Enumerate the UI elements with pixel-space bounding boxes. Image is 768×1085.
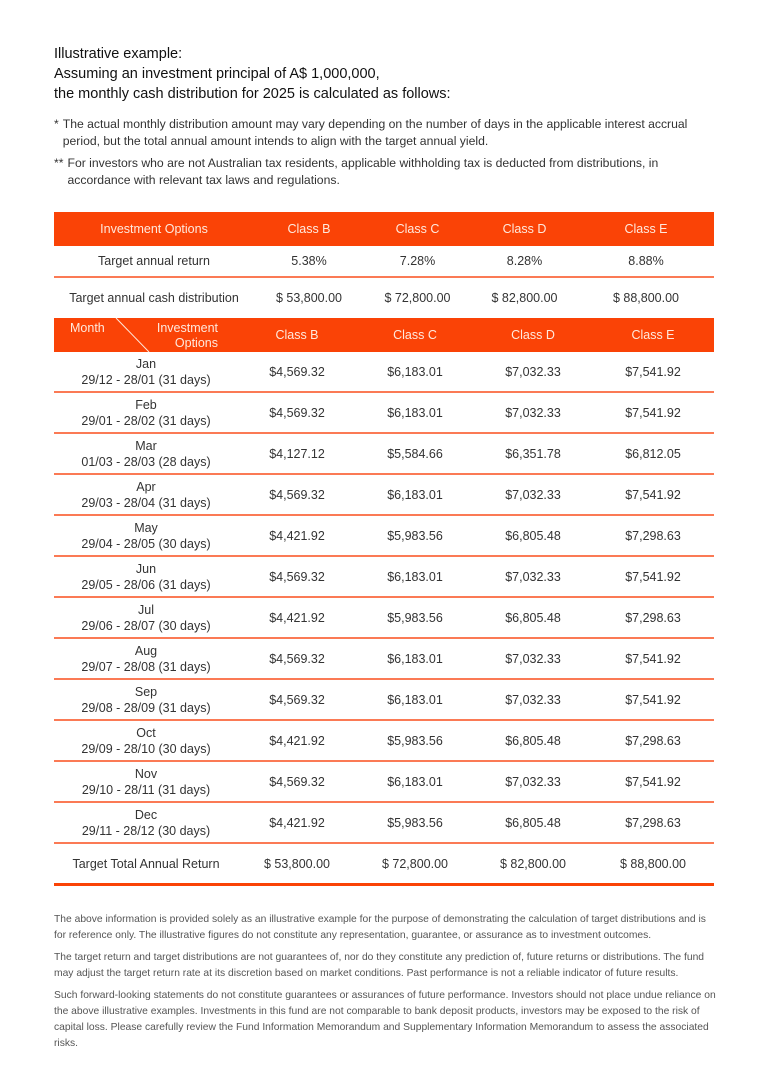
header-class-b: Class B bbox=[238, 318, 356, 352]
month-period: 29/06 - 28/07 (30 days) bbox=[81, 618, 211, 633]
month-row bbox=[54, 515, 714, 556]
header-class-e: Class E bbox=[592, 318, 714, 352]
month-period: 29/04 - 28/05 (30 days) bbox=[81, 536, 211, 551]
cell-class-e: $7,541.92 bbox=[592, 392, 714, 433]
month-name: Feb bbox=[135, 397, 157, 412]
month-row bbox=[54, 474, 714, 515]
cell-class-c: $5,584.66 bbox=[356, 433, 474, 474]
total-class-c: $ 72,800.00 bbox=[356, 843, 474, 885]
month-name: Jan bbox=[135, 356, 157, 371]
disclaimer-paragraph: The above information is provided solely as an illustrative example for the purpose of demonstrating the calculation of target distributions and is for reference only. The illustrative figures do not constitute any representation, guarantee, or assurance as to investment outcomes. bbox=[54, 914, 706, 941]
month-name: May bbox=[134, 520, 158, 535]
month-name: Jul bbox=[138, 602, 154, 617]
month-period: 29/10 - 28/11 (31 days) bbox=[81, 782, 211, 797]
cell-class-d: $7,032.33 bbox=[474, 761, 592, 802]
cell-class-b: $ 53,800.00 bbox=[275, 290, 343, 305]
disclaimer-paragraph: The target return and target distributions are not guarantees of, nor do they constitute any prediction of, future returns or distributions. The fund may adjust the target return rate at its discretion based on market conditions. Past performance is not a reliable indicator of future results. bbox=[54, 952, 705, 979]
month-cell bbox=[54, 638, 238, 679]
cell-class-d: $6,805.48 bbox=[474, 515, 592, 556]
cell-class-b: $4,569.32 bbox=[238, 638, 356, 679]
cell-class-c: $6,183.01 bbox=[356, 352, 474, 392]
month-cell bbox=[54, 392, 238, 433]
footnote-marker: ** bbox=[54, 156, 64, 170]
cell-class-d: $7,032.33 bbox=[474, 556, 592, 597]
corner-month-label: Month bbox=[70, 321, 105, 335]
cell-class-d: $6,351.78 bbox=[474, 433, 592, 474]
month-row bbox=[54, 761, 714, 802]
month-period: 29/03 - 28/04 (31 days) bbox=[81, 495, 211, 510]
cell-class-b: $4,569.32 bbox=[238, 352, 356, 392]
cell-class-e: $6,812.05 bbox=[592, 433, 714, 474]
month-period: 01/03 - 28/03 (28 days) bbox=[81, 454, 211, 469]
cell-class-c: $6,183.01 bbox=[356, 556, 474, 597]
total-row bbox=[54, 843, 714, 885]
cell-class-c: 7.28% bbox=[364, 246, 471, 277]
cell-class-e: $7,298.63 bbox=[592, 597, 714, 638]
cell-class-b: $4,569.32 bbox=[238, 392, 356, 433]
cell-class-d: $6,805.48 bbox=[474, 597, 592, 638]
month-row bbox=[54, 802, 714, 843]
cell-class-e: $7,541.92 bbox=[592, 679, 714, 720]
header-class-e: Class E bbox=[578, 212, 714, 246]
month-cell bbox=[54, 474, 238, 515]
month-period: 29/12 - 28/01 (31 days) bbox=[81, 372, 211, 387]
disclaimer-section bbox=[54, 912, 720, 1058]
cell-class-b: $4,421.92 bbox=[238, 720, 356, 761]
cell-class-d: $6,805.48 bbox=[474, 720, 592, 761]
footnote-marker: * bbox=[54, 117, 59, 131]
month-period: 29/05 - 28/06 (31 days) bbox=[81, 577, 211, 592]
month-cell bbox=[54, 802, 238, 843]
intro-heading bbox=[54, 44, 734, 104]
cell-class-b: $4,569.32 bbox=[238, 679, 356, 720]
monthly-distribution-table bbox=[54, 318, 714, 886]
month-period: 29/01 - 28/02 (31 days) bbox=[81, 413, 211, 428]
corner-options-line-2: Options bbox=[174, 336, 218, 350]
month-period: 29/07 - 28/08 (31 days) bbox=[81, 659, 211, 674]
footnotes bbox=[54, 116, 724, 194]
target-cash-distribution-row bbox=[54, 277, 714, 317]
cell-class-c: $5,983.56 bbox=[356, 802, 474, 843]
month-cell bbox=[54, 515, 238, 556]
cell-class-c: $6,183.01 bbox=[356, 474, 474, 515]
cell-class-c: $5,983.56 bbox=[356, 515, 474, 556]
footnote-text: The actual monthly distribution amount may vary depending on the number of days in the applicable interest accrual period, but the total annual amount intends to align with the target annual yield. bbox=[62, 117, 688, 148]
total-class-b: $ 53,800.00 bbox=[238, 843, 356, 885]
corner-options-line-1: Investment bbox=[156, 321, 218, 335]
cell-class-d: $6,805.48 bbox=[474, 802, 592, 843]
month-period: 29/08 - 28/09 (31 days) bbox=[81, 700, 211, 715]
header-class-d: Class D bbox=[471, 212, 578, 246]
month-row bbox=[54, 392, 714, 433]
cell-class-e: $7,541.92 bbox=[592, 474, 714, 515]
month-row bbox=[54, 352, 714, 392]
total-class-e: $ 88,800.00 bbox=[592, 843, 714, 885]
cell-class-b: $4,569.32 bbox=[238, 761, 356, 802]
cell-class-c: $6,183.01 bbox=[356, 679, 474, 720]
cell-class-b: $4,421.92 bbox=[238, 597, 356, 638]
month-row bbox=[54, 679, 714, 720]
cell-class-b: $4,421.92 bbox=[238, 515, 356, 556]
month-name: Nov bbox=[134, 766, 158, 781]
cell-class-d: $7,032.33 bbox=[474, 679, 592, 720]
header-corner-cell bbox=[54, 318, 238, 352]
summary-header-row bbox=[54, 212, 714, 246]
cell-class-e: $ 88,800.00 bbox=[612, 290, 680, 305]
cell-class-d: $7,032.33 bbox=[474, 638, 592, 679]
cell-class-b: $4,421.92 bbox=[238, 802, 356, 843]
total-class-d: $ 82,800.00 bbox=[474, 843, 592, 885]
month-row bbox=[54, 638, 714, 679]
cell-class-e: 8.88% bbox=[578, 246, 714, 277]
footnote-1 bbox=[54, 116, 724, 150]
month-cell bbox=[54, 761, 238, 802]
header-class-c: Class C bbox=[364, 212, 471, 246]
cell-class-b: $4,569.32 bbox=[238, 556, 356, 597]
month-name: Oct bbox=[136, 725, 156, 740]
header-investment-options: Investment Options bbox=[54, 212, 254, 246]
month-cell bbox=[54, 433, 238, 474]
cell-class-c: $5,983.56 bbox=[356, 720, 474, 761]
month-name: Apr bbox=[136, 479, 156, 494]
month-cell bbox=[54, 597, 238, 638]
cell-class-c: $ 72,800.00 bbox=[384, 290, 451, 305]
month-name: Jun bbox=[135, 561, 157, 576]
cell-class-b: $4,127.12 bbox=[238, 433, 356, 474]
monthly-rows bbox=[54, 352, 714, 843]
cell-class-c: $5,983.56 bbox=[356, 597, 474, 638]
cell-class-d: $7,032.33 bbox=[474, 474, 592, 515]
month-row bbox=[54, 720, 714, 761]
cell-class-e: $7,541.92 bbox=[592, 638, 714, 679]
month-cell bbox=[54, 679, 238, 720]
cell-class-b: 5.38% bbox=[254, 246, 364, 277]
month-cell bbox=[54, 556, 238, 597]
total-label: Target Total Annual Return bbox=[54, 843, 238, 885]
month-name: Sep bbox=[134, 684, 158, 699]
month-name: Mar bbox=[135, 438, 157, 453]
monthly-header-row bbox=[54, 318, 714, 352]
cell-class-e: $7,541.92 bbox=[592, 556, 714, 597]
month-row bbox=[54, 597, 714, 638]
month-period: 29/09 - 28/10 (30 days) bbox=[81, 741, 211, 756]
footnote-text: For investors who are not Australian tax residents, applicable withholding tax is deducted from distributions, in accordance with relevant tax laws and regulations. bbox=[67, 156, 659, 187]
target-annual-return-row bbox=[54, 246, 714, 277]
row-label: Target annual cash distribution bbox=[69, 290, 239, 305]
month-name: Dec bbox=[134, 807, 158, 822]
cell-class-d: $7,032.33 bbox=[474, 352, 592, 392]
month-cell bbox=[54, 720, 238, 761]
intro-line-1: Illustrative example: bbox=[54, 46, 183, 62]
cell-class-d: 8.28% bbox=[471, 246, 578, 277]
summary-table bbox=[54, 212, 714, 317]
cell-class-c: $6,183.01 bbox=[356, 392, 474, 433]
month-period: 29/11 - 28/12 (30 days) bbox=[81, 823, 211, 838]
header-class-d: Class D bbox=[474, 318, 592, 352]
cell-class-e: $7,541.92 bbox=[592, 761, 714, 802]
header-class-c: Class C bbox=[356, 318, 474, 352]
cell-class-d: $ 82,800.00 bbox=[491, 290, 558, 305]
intro-line-2: Assuming an investment principal of A$ 1,000,000, bbox=[54, 66, 380, 82]
corner-options-label bbox=[157, 321, 218, 351]
month-cell bbox=[54, 352, 238, 392]
cell-class-c: $6,183.01 bbox=[356, 638, 474, 679]
month-row bbox=[54, 556, 714, 597]
header-class-b: Class B bbox=[254, 212, 364, 246]
month-name: Aug bbox=[134, 643, 158, 658]
cell-class-d: $7,032.33 bbox=[474, 392, 592, 433]
cell-class-b: $4,569.32 bbox=[238, 474, 356, 515]
cell-class-e: $7,541.92 bbox=[592, 352, 714, 392]
row-label: Target annual return bbox=[54, 246, 254, 277]
disclaimer-paragraph: Such forward-looking statements do not constitute guarantees or assurances of future performance. Investors should not place undue reliance on the above illustrative examples. Investments in this fund are not comparable to bank deposit products, investors may be exposed to the risk of capital loss. Please carefully review the Fund Information Memorandum and Supplementary Information Memorandum to assess the associated risks. bbox=[54, 990, 716, 1049]
intro-line-3: the monthly cash distribution for 2025 is calculated as follows: bbox=[54, 86, 451, 102]
footnote-2 bbox=[54, 155, 724, 189]
cell-class-e: $7,298.63 bbox=[592, 802, 714, 843]
cell-class-c: $6,183.01 bbox=[356, 761, 474, 802]
cell-class-e: $7,298.63 bbox=[592, 515, 714, 556]
cell-class-e: $7,298.63 bbox=[592, 720, 714, 761]
month-row bbox=[54, 433, 714, 474]
